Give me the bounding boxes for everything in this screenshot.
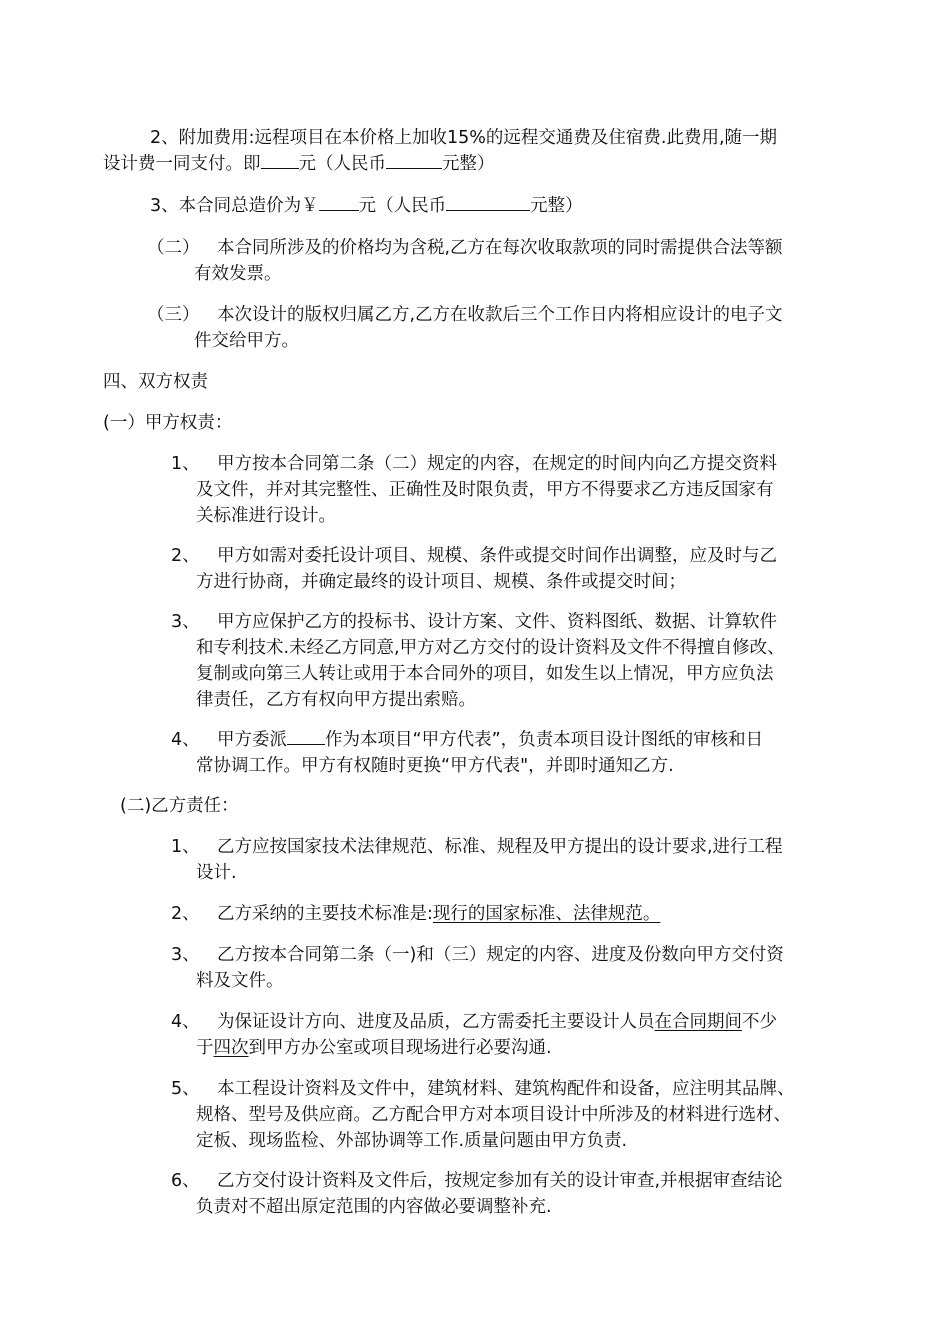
clause-2-line-2: 有效发票。: [194, 264, 282, 284]
party-b-item-3-line-1: 乙方按本合同第二条（一)和（三）规定的内容、进度及份数向甲方交付资: [217, 945, 784, 965]
party-b-item-4-line-2: [196, 1035, 552, 1061]
party-b-item-4-number: 4、: [171, 1012, 200, 1032]
party-a-item-1-line-2: 及文件，并对其完整性、正确性及时限负责，甲方不得要求乙方违反国家有: [196, 480, 774, 500]
fee-item-2-line-1: [150, 125, 777, 151]
party-a-item-3-line-3: 复制或向第三人转让或用于本合同外的项目，如发生以上情况，甲方应负法: [196, 664, 774, 684]
total-price-suffix: 元整）: [530, 196, 583, 216]
fee-item-2-line-2: [103, 151, 495, 177]
party-b-heading: (二)乙方责任：: [120, 796, 239, 816]
party-b-item-2-line: [217, 901, 660, 927]
party-b-item-4-prefix: 为保证设计方向、进度及品质，乙方需委托主要设计人员: [217, 1012, 655, 1032]
total-price-prefix: 3、本合同总造价为￥: [150, 196, 319, 216]
party-b-item-3-number: 3、: [171, 945, 200, 965]
representative-blank[interactable]: [287, 727, 325, 745]
party-a-item-1-line-3: 关标准进行设计。: [196, 506, 336, 526]
party-a-item-1-line-1: 甲方按本合同第二条（二）规定的内容，在规定的时间内向乙方提交资料: [217, 454, 777, 474]
clause-3-line-1: 本次设计的版权归属乙方,乙方在收款后三个工作日内将相应设计的电子文: [217, 305, 783, 325]
party-a-item-2-line-2: 方进行协商，并确定最终的设计项目、规模、条件或提交时间；: [196, 572, 686, 592]
party-b-item-6-line-1: 乙方交付设计资料及文件后，按规定参加有关的设计审查,并根据审查结论: [217, 1171, 783, 1191]
party-a-item-3-number: 3、: [171, 612, 200, 632]
party-b-item-3-line-2: 料及文件。: [196, 971, 284, 991]
clause-3-number: （三）: [147, 305, 200, 325]
party-a-item-3-line-2: 和专利技术.未经乙方同意,甲方对乙方交付的设计资料及文件不得擅自修改、: [196, 638, 785, 658]
fee-item-2-mid: 元（人民币: [298, 154, 386, 174]
visit-count-text: 四次: [213, 1038, 249, 1058]
party-b-item-5-line-3: 定板、现场监检、外部协调等工作.质量问题由甲方负责.: [196, 1131, 628, 1151]
party-a-item-2-line-1: 甲方如需对委托设计项目、规模、条件或提交时间作出调整，应及时与乙: [217, 546, 777, 566]
party-b-item-4-line-2-prefix: 于: [196, 1038, 214, 1058]
total-amount-blank[interactable]: [319, 193, 359, 211]
total-price-mid: 元（人民币: [358, 196, 447, 216]
fee-item-2-suffix: 元整）: [442, 154, 495, 174]
party-a-item-4-prefix: 甲方委派: [217, 730, 287, 750]
party-a-item-4-suffix: 作为本项目“甲方代表”，负责本项目设计图纸的审核和日: [325, 730, 764, 750]
rmb-amount-blank[interactable]: [386, 151, 442, 169]
party-b-item-4-line-1: [217, 1009, 777, 1035]
party-b-item-1-line-2: 设计.: [196, 863, 237, 883]
contract-period-text: 在合同期间: [654, 1012, 742, 1032]
technical-standard-text: 现行的国家标准、法律规范。: [432, 904, 661, 924]
party-b-item-5-line-1: 本工程设计资料及文件中，建筑材料、建筑构配件和设备，应注明其品牌、: [217, 1079, 795, 1099]
party-a-item-3-line-1: 甲方应保护乙方的投标书、设计方案、文件、资料图纸、数据、计算软件: [217, 612, 777, 632]
party-a-item-1-number: 1、: [171, 454, 200, 474]
fee-item-2-label: 2、附加费用:: [150, 128, 255, 148]
clause-3-line-2: 件交给甲方。: [194, 331, 299, 351]
party-a-item-2-number: 2、: [171, 546, 200, 566]
section-4-heading: 四、双方权责: [103, 372, 208, 392]
party-a-item-3-line-4: 律责任，乙方有权向甲方提出索赔。: [196, 690, 476, 710]
party-a-heading: (一）甲方权责：: [103, 413, 233, 433]
party-b-item-6-number: 6、: [171, 1171, 200, 1191]
party-a-item-4-number: 4、: [171, 730, 200, 750]
party-b-item-1-line-1: 乙方应按国家技术法律规范、标准、规程及甲方提出的设计要求,进行工程: [217, 837, 783, 857]
amount-blank[interactable]: [261, 151, 299, 169]
total-rmb-blank[interactable]: [446, 193, 530, 211]
party-b-item-2-prefix: 乙方采纳的主要技术标准是:: [217, 904, 433, 924]
party-b-item-5-line-2: 规格、型号及供应商。乙方配合甲方对本项目设计中所涉及的材料进行选材、: [196, 1105, 791, 1125]
party-a-item-4-line-2: 常协调工作。甲方有权随时更换“甲方代表"，并即时通知乙方.: [196, 756, 674, 776]
clause-2-number: （二）: [147, 238, 200, 258]
clause-2-line-1: 本合同所涉及的价格均为含税,乙方在每次收取款项的同时需提供合法等额: [217, 238, 783, 258]
party-b-item-6-line-2: 负责对不超出原定范围的内容做必要调整补充.: [196, 1197, 552, 1217]
party-b-item-4-line-2-suffix: 到甲方办公室或项目现场进行必要沟通.: [248, 1038, 552, 1058]
party-b-item-1-number: 1、: [171, 837, 200, 857]
party-a-item-4-line-1: [217, 727, 763, 753]
fee-item-3-line: [150, 193, 583, 219]
party-b-item-4-suffix: 不少: [742, 1012, 777, 1032]
fee-item-2-text: 远程项目在本价格上加收15%的远程交通费及住宿费.此费用,随一期: [254, 128, 778, 148]
party-b-item-5-number: 5、: [171, 1079, 200, 1099]
party-b-item-2-number: 2、: [171, 904, 200, 924]
fee-item-2-prefix: 设计费一同支付。即: [103, 154, 261, 174]
